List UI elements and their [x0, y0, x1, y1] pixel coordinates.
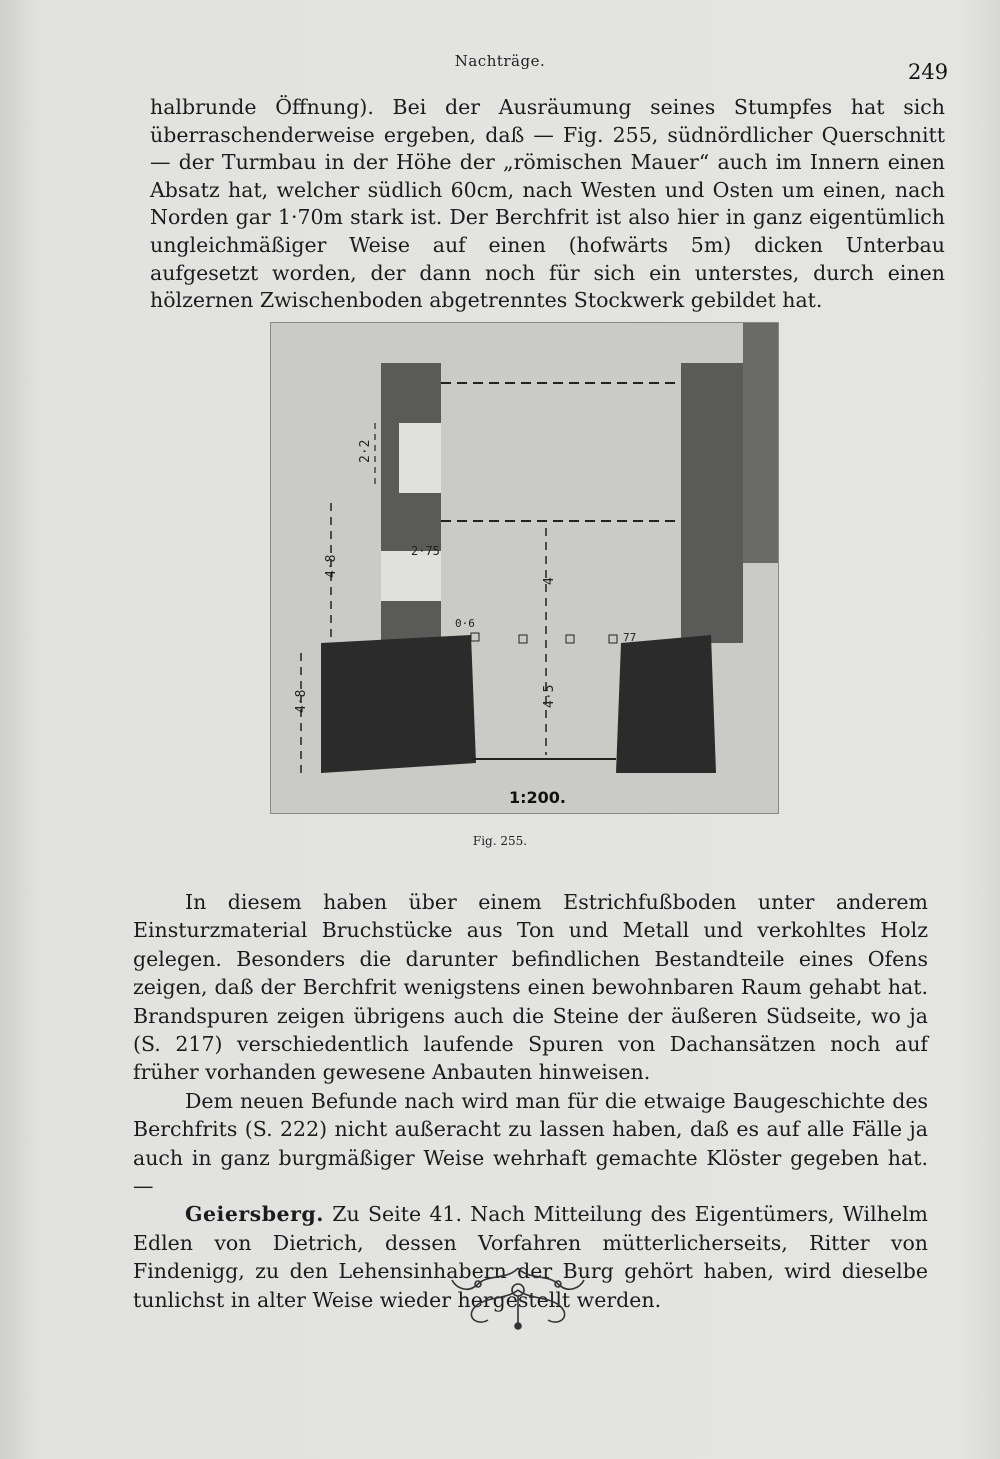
running-title: Nachträge. [454, 52, 546, 70]
paragraph-2-text: In diesem haben über einem Estrichfußboden unter anderem Einsturzmaterial Bruchstücke aus Ton und Metall und verkohltes Holz gelegen. Besonders die darunter befindlichen Bestandteile eines Ofens zeigen, daß der Berchfrit wenigstens einen bewohnbaren Raum gehabt hat. Brandspuren zeigen übrigens auch die Steine der äußeren Südseite, wo ja (S. 217) verschiedentlich laufende Spuren von Dachansätzen noch auf früher vorhanden gewesene Anbauten hinweisen. [133, 890, 928, 1085]
label-2-75: 2·75 [411, 544, 440, 558]
label-77: 77 [623, 631, 637, 644]
cross-section-drawing [271, 323, 778, 813]
label-4-5: 4·5 [542, 684, 557, 708]
lower-text-block [133, 888, 928, 1314]
paragraph-4-text: Zu Seite 41. Nach Mitteilung des Eigentümers, Wilhelm Edlen von Dietrich, dessen Vorfahren mütterlicherseits, Ritter von Findenigg, zu den Lehensinhabern der Burg gehört haben, wird dieselbe tunlichst in alter Weise wieder hergestellt werden. [133, 1202, 928, 1312]
right-foundation [616, 635, 716, 773]
figure-caption: Fig. 255. [472, 834, 528, 848]
decorative-ornament-icon [448, 1260, 588, 1332]
paragraph-2 [133, 888, 928, 1087]
right-upper-wall [681, 363, 743, 643]
label-4-8-upper: 4·8 [324, 554, 339, 578]
figure-cross-section [270, 322, 779, 814]
label-2-2: 2·2 [358, 439, 373, 463]
scale-label: 1:200. [509, 788, 567, 807]
paragraph-3-text: Dem neuen Befunde nach wird man für die etwaige Baugeschichte des Berchfrits (S. 222) nicht außeracht zu lassen haben, daß es auf alle Fälle ja auch in ganz burgmäßiger Weise wehrhaft gemachte Klöster gegeben hat. — [133, 1088, 928, 1199]
paragraph-3 [133, 1087, 928, 1201]
paragraph-4-heading: Geiersberg. [185, 1202, 324, 1227]
label-4-8-lower: 4·8 [294, 689, 309, 713]
label-0-6: 0·6 [455, 617, 475, 630]
label-4: 4 [542, 577, 557, 585]
left-foundation [321, 635, 476, 773]
page-number: 249 [908, 60, 949, 84]
paragraph-top: halbrunde Öffnung). Bei der Ausräumung seines Stumpfes hat sich überraschenderweise ergeben, daß — Fig. 255, südnördlicher Querschnitt — der Turmbau in der Höhe der „römischen Mauer“ auch im Innern einen Absatz hat, welcher südlich 60cm, nach Westen und Osten um einen, nach Norden gar 1·70m stark ist. Der Berchfrit ist also hier in ganz eigentümlich ungleichmäßiger Weise auf einen (hofwärts 5m) dicken Unterbau aufgesetzt worden, der dann noch für sich ein unterstes, durch einen hölzernen Zwischenboden abgetrenntes Stockwerk gebildet hat. [150, 95, 945, 313]
